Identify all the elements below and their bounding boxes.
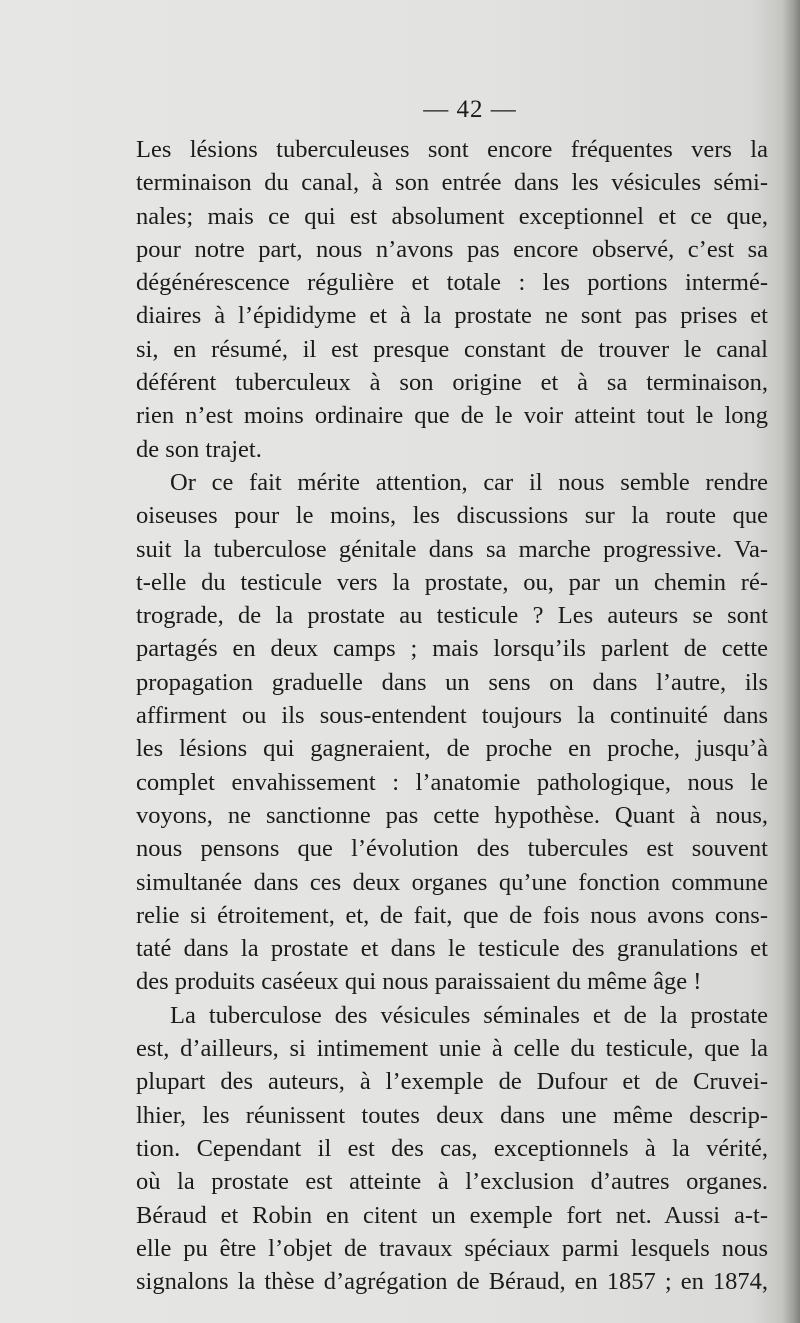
text-line: elle pu être l’objet de travaux spéciaux parmi lesquels nous xyxy=(136,1234,768,1262)
text-line: nales; mais ce qui est absolument exceptionnel et ce que, xyxy=(136,202,768,230)
text-line: relie si étroitement, et, de fait, que de fois nous avons cons- xyxy=(136,901,768,929)
text-line: Or ce fait mérite attention, car il nous semble rendre xyxy=(170,468,768,496)
text-line: La tuberculose des vésicules séminales et de la prostate xyxy=(170,1001,768,1029)
text-line: diaires à l’épididyme et à la prostate ne sont pas prises et xyxy=(136,302,768,330)
text-line: rien n’est moins ordinaire que de le voir atteint tout le long xyxy=(136,402,768,430)
text-line: dégénérescence régulière et totale : les portions intermé- xyxy=(136,269,768,297)
text-line: déférent tuberculeux à son origine et à sa terminaison, xyxy=(136,369,768,397)
text-line: propagation graduelle dans un sens on dans l’autre, ils xyxy=(136,668,768,696)
text-line: complet envahissement : l’anatomie pathologique, nous le xyxy=(136,768,768,796)
text-line: voyons, ne sanctionne pas cette hypothèse. Quant à nous, xyxy=(136,801,768,829)
text-line: taté dans la prostate et dans le testicule des granulations et xyxy=(136,935,768,963)
text-line: simultanée dans ces deux organes qu’une fonction commune xyxy=(136,868,768,896)
page-binding-edge xyxy=(782,0,800,1323)
text-line: partagés en deux camps ; mais lorsqu’ils parlent de cette xyxy=(136,635,768,663)
text-line: affirment ou ils sous-entendent toujours la continuité dans xyxy=(136,702,768,730)
text-line: Les lésions tuberculeuses sont encore fréquentes vers la xyxy=(136,136,768,163)
text-line: est, d’ailleurs, si intimement unie à celle du testicule, que la xyxy=(136,1035,768,1063)
text-line: où la prostate est atteinte à l’exclusion d’autres organes. xyxy=(136,1168,768,1196)
text-line: signalons la thèse d’agrégation de Béraud, en 1857 ; en 1874, xyxy=(136,1268,768,1296)
text-line: des produits caséeux qui nous paraissaient du même âge ! xyxy=(136,968,702,996)
text-line: de son trajet. xyxy=(136,435,262,463)
text-line: trograde, de la prostate au testicule ? Les auteurs se sont xyxy=(136,602,768,630)
text-line: lhier, les réunissent toutes deux dans une même descrip- xyxy=(136,1101,768,1129)
text-line: suit la tuberculose génitale dans sa marche progressive. Va- xyxy=(136,535,768,563)
text-line: t-elle du testicule vers la prostate, ou, par un chemin ré- xyxy=(136,568,768,596)
text-line: les lésions qui gagneraient, de proche en proche, jusqu’à xyxy=(136,735,768,763)
text-line: terminaison du canal, à son entrée dans les vésicules sémi- xyxy=(136,169,768,197)
text-line: plupart des auteurs, à l’exemple de Dufour et de Cruvei- xyxy=(136,1068,768,1096)
text-line: si, en résumé, il est presque constant de trouver le canal xyxy=(136,335,768,363)
text-line: oiseuses pour le moins, les discussions sur la route que xyxy=(136,502,768,530)
text-line: pour notre part, nous n’avons pas encore observé, c’est sa xyxy=(136,235,768,263)
body-text xyxy=(136,133,768,1298)
text-line: tion. Cependant il est des cas, exceptionnels à la vérité, xyxy=(136,1134,768,1162)
text-line: nous pensons que l’évolution des tubercules est souvent xyxy=(136,835,768,863)
text-line: Béraud et Robin en citent un exemple fort net. Aussi a-t- xyxy=(136,1201,768,1229)
page-number: — 42 — xyxy=(423,96,517,123)
